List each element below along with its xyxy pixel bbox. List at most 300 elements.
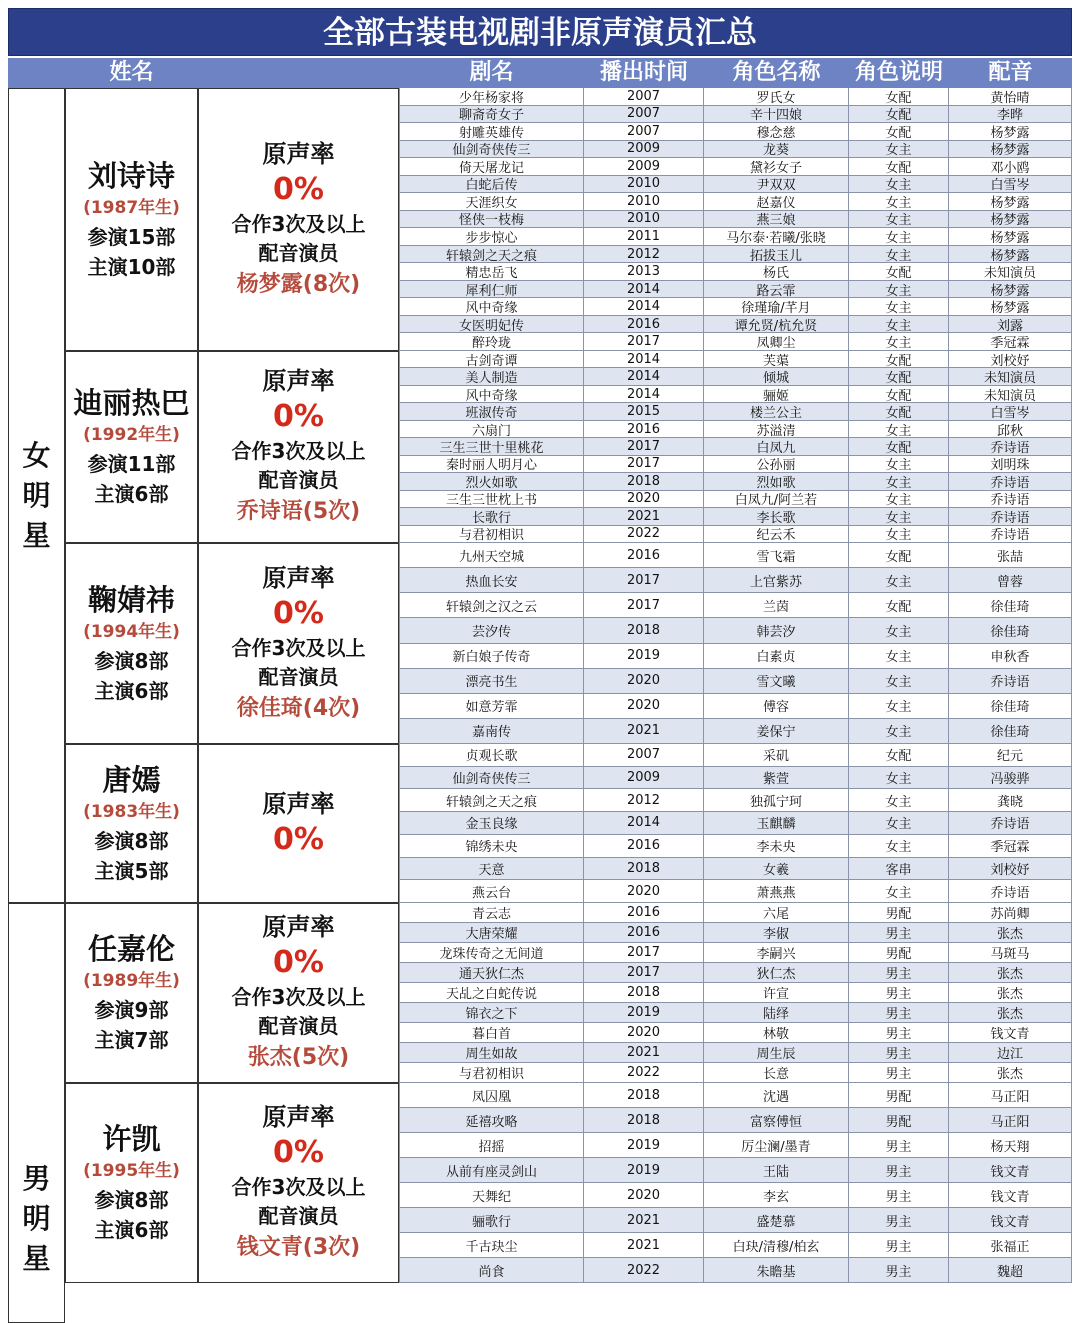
air-year: 2014 (584, 368, 704, 385)
actor-name-cell (65, 543, 198, 744)
role-name: 芙蕖 (704, 351, 849, 368)
drama-title: 天意 (399, 858, 584, 881)
role-type: 女主 (849, 789, 949, 812)
table-row (399, 767, 1072, 790)
top-dubber: 张杰(5次) (247, 1045, 350, 1070)
role-name: 纪云禾 (704, 526, 849, 543)
category-label: 男明星 (22, 1162, 51, 1275)
role-name: 傅容 (704, 694, 849, 719)
role-type: 女主 (849, 473, 949, 490)
table-row (399, 386, 1072, 403)
air-year: 2020 (584, 1023, 704, 1043)
drama-title: 暮白首 (399, 1023, 584, 1043)
dubbing-actor: 杨梦露 (949, 193, 1072, 211)
role-type: 女主 (849, 508, 949, 525)
dubbing-actor: 钱文青 (949, 1208, 1072, 1233)
coop-label: 合作3次及以上 (231, 211, 366, 236)
dubbing-actor: 刘校妤 (949, 351, 1072, 368)
table-row (399, 1233, 1072, 1258)
air-year: 2019 (584, 1003, 704, 1023)
drama-title: 仙剑奇侠传三 (399, 141, 584, 159)
role-name: 朱瞻基 (704, 1258, 849, 1283)
role-name: 公孙丽 (704, 456, 849, 473)
table-row (399, 508, 1072, 525)
air-year: 2017 (584, 593, 704, 618)
drama-title: 轩辕剑之天之痕 (399, 246, 584, 264)
role-name: 穆念慈 (704, 123, 849, 141)
role-type: 女配 (849, 88, 949, 106)
dubbing-actor: 未知演员 (949, 368, 1072, 385)
drama-title: 六扇门 (399, 421, 584, 438)
air-year: 2018 (584, 1108, 704, 1133)
air-year: 2017 (584, 456, 704, 473)
rate-label: 原声率 (262, 1103, 335, 1131)
drama-title: 倚天屠龙记 (399, 158, 584, 176)
drama-title: 招摇 (399, 1133, 584, 1158)
role-name: 烈如歌 (704, 473, 849, 490)
drama-title: 秦时丽人明月心 (399, 456, 584, 473)
air-year: 2007 (584, 88, 704, 106)
role-type: 女主 (849, 644, 949, 669)
category-label: 女明星 (22, 438, 51, 552)
table-row (399, 1258, 1072, 1283)
dubbing-actor: 季冠霖 (949, 333, 1072, 351)
actor-name-cell (65, 744, 198, 903)
rate-value: 0% (273, 595, 324, 631)
air-year: 2018 (584, 473, 704, 490)
table-row (399, 618, 1072, 643)
category-male (8, 903, 65, 1323)
top-dubber: 徐佳琦(4次) (236, 695, 361, 721)
dubbing-actor: 钱文青 (949, 1183, 1072, 1208)
role-name: 龙葵 (704, 141, 849, 159)
dubbing-actor: 苏尚卿 (949, 903, 1072, 923)
role-type: 男配 (849, 1083, 949, 1108)
dubbing-actor: 杨天翔 (949, 1133, 1072, 1158)
dubbing-actor: 徐佳琦 (949, 719, 1072, 744)
table-row (399, 744, 1072, 767)
role-type: 男主 (849, 923, 949, 943)
air-year: 2019 (584, 644, 704, 669)
role-name: 白凤九/阿兰若 (704, 491, 849, 508)
drama-title: 白蛇后传 (399, 176, 584, 194)
role-type: 男配 (849, 1108, 949, 1133)
drama-title: 骊歌行 (399, 1208, 584, 1233)
actor-birth-year: (1994年生) (83, 621, 180, 642)
actor-role-count: 参演8部 (94, 1188, 169, 1212)
air-year: 2020 (584, 880, 704, 903)
drama-title: 女医明妃传 (399, 316, 584, 334)
role-name: 采矶 (704, 744, 849, 767)
role-type: 男主 (849, 1063, 949, 1083)
drama-title: 怪侠一枝梅 (399, 211, 584, 229)
dubbing-actor: 邓小鸥 (949, 158, 1072, 176)
table-row (399, 943, 1072, 963)
air-year: 2016 (584, 903, 704, 923)
dubbing-actor: 杨梦露 (949, 281, 1072, 299)
table-row (399, 141, 1072, 159)
table-row (399, 1023, 1072, 1043)
role-name: 玉麒麟 (704, 812, 849, 835)
role-name: 许宣 (704, 983, 849, 1003)
actor-name: 许凯 (102, 1122, 161, 1156)
role-name: 李未央 (704, 835, 849, 858)
air-year: 2011 (584, 228, 704, 246)
table-row (399, 568, 1072, 593)
air-year: 2010 (584, 211, 704, 229)
actor-name-cell (65, 88, 198, 351)
role-type: 女配 (849, 368, 949, 385)
role-name: 女羲 (704, 858, 849, 881)
table-row (399, 858, 1072, 881)
role-type: 女配 (849, 158, 949, 176)
actor-role-count: 参演8部 (94, 648, 169, 673)
air-year: 2009 (584, 141, 704, 159)
actor-name: 迪丽热巴 (73, 386, 190, 420)
dubbing-actor: 刘露 (949, 316, 1072, 334)
table-row (399, 403, 1072, 420)
dubbing-actor: 张福正 (949, 1233, 1072, 1258)
actor-lead-count: 主演6部 (94, 482, 169, 506)
table-row (399, 491, 1072, 508)
air-year: 2021 (584, 719, 704, 744)
air-year: 2007 (584, 106, 704, 124)
role-type: 女主 (849, 568, 949, 593)
air-year: 2010 (584, 176, 704, 194)
dubbing-actor: 马斑马 (949, 943, 1072, 963)
air-year: 2016 (584, 421, 704, 438)
air-year: 2016 (584, 923, 704, 943)
table-row (399, 593, 1072, 618)
header-role-name: 角色名称 (732, 60, 821, 85)
role-type: 客串 (849, 858, 949, 881)
dubbing-actor: 乔诗语 (949, 526, 1072, 543)
dubbing-actor: 邱秋 (949, 421, 1072, 438)
drama-title: 轩辕剑之汉之云 (399, 593, 584, 618)
role-type: 女配 (849, 386, 949, 403)
table-row (399, 1158, 1072, 1183)
rate-label: 原声率 (262, 563, 335, 592)
table-row (399, 1108, 1072, 1133)
role-name: 六尾 (704, 903, 849, 923)
drama-title: 精忠岳飞 (399, 263, 584, 281)
table-row (399, 281, 1072, 299)
drama-title: 三生三世枕上书 (399, 491, 584, 508)
air-year: 2013 (584, 263, 704, 281)
role-type: 女配 (849, 593, 949, 618)
role-type: 女配 (849, 438, 949, 455)
actor-birth-year: (1995年生) (83, 1161, 180, 1181)
actor-birth-year: (1992年生) (83, 425, 180, 445)
air-year: 2009 (584, 158, 704, 176)
role-name: 林敬 (704, 1023, 849, 1043)
actor-role-count: 参演8部 (94, 828, 169, 853)
table-row (399, 456, 1072, 473)
role-name: 白凤九 (704, 438, 849, 455)
table-row (399, 903, 1072, 923)
role-type: 女主 (849, 246, 949, 264)
table-row (399, 694, 1072, 719)
drama-title: 新白娘子传奇 (399, 644, 584, 669)
actor-lead-count: 主演6部 (94, 1218, 169, 1242)
drama-title: 风中奇缘 (399, 386, 584, 403)
drama-title: 千古玦尘 (399, 1233, 584, 1258)
role-name: 陆绎 (704, 1003, 849, 1023)
dubbing-actor: 张杰 (949, 1003, 1072, 1023)
dubbing-actor: 杨梦露 (949, 211, 1072, 229)
role-name: 李长歌 (704, 508, 849, 525)
drama-title: 锦绣未央 (399, 835, 584, 858)
table-row (399, 923, 1072, 943)
drama-title: 聊斋奇女子 (399, 106, 584, 124)
table-row (399, 1208, 1072, 1233)
dubbing-actor: 白雪岑 (949, 176, 1072, 194)
role-name: 紫萱 (704, 767, 849, 790)
table-row (399, 1083, 1072, 1108)
actor-birth-year: (1987年生) (83, 197, 180, 218)
role-type: 男主 (849, 1158, 949, 1183)
top-dubber: 杨梦露(8次) (236, 271, 361, 297)
role-type: 男主 (849, 983, 949, 1003)
drama-title: 三生三世十里桃花 (399, 438, 584, 455)
drama-title: 醉玲珑 (399, 333, 584, 351)
header-name: 姓名 (109, 60, 154, 85)
role-type: 女主 (849, 211, 949, 229)
air-year: 2014 (584, 298, 704, 316)
table-row (399, 526, 1072, 543)
header-role-type: 角色说明 (854, 60, 943, 85)
role-name: 燕三娘 (704, 211, 849, 229)
table-header (8, 58, 1072, 88)
table-row (399, 158, 1072, 176)
air-year: 2016 (584, 835, 704, 858)
air-year: 2017 (584, 943, 704, 963)
table-row (399, 1063, 1072, 1083)
table-row (399, 193, 1072, 211)
air-year: 2021 (584, 508, 704, 525)
rate-label: 原声率 (262, 139, 335, 168)
dubbing-actor: 魏超 (949, 1258, 1072, 1283)
role-name: 韩芸汐 (704, 618, 849, 643)
table-row (399, 176, 1072, 194)
dubbing-actor: 钱文青 (949, 1023, 1072, 1043)
air-year: 2017 (584, 438, 704, 455)
voice-rate-cell (198, 1083, 399, 1283)
dubbing-actor: 未知演员 (949, 263, 1072, 281)
air-year: 2014 (584, 281, 704, 299)
drama-title: 天舞纪 (399, 1183, 584, 1208)
role-type: 女主 (849, 421, 949, 438)
air-year: 2017 (584, 333, 704, 351)
rate-label: 原声率 (262, 789, 335, 818)
coop-label: 合作3次及以上 (231, 985, 366, 1009)
actor-birth-year: (1989年生) (83, 971, 180, 991)
coop-label: 配音演员 (258, 1014, 339, 1038)
actor-lead-count: 主演10部 (87, 254, 176, 279)
air-year: 2014 (584, 351, 704, 368)
table-row (399, 644, 1072, 669)
dubbing-actor: 李晔 (949, 106, 1072, 124)
actor-lead-count: 主演7部 (94, 1028, 169, 1052)
table-row (399, 880, 1072, 903)
dubbing-actor: 乔诗语 (949, 473, 1072, 490)
role-name: 盛楚慕 (704, 1208, 849, 1233)
actor-name-cell (65, 903, 198, 1083)
dubbing-actor: 钱文青 (949, 1158, 1072, 1183)
page-title: 全部古装电视剧非原声演员汇总 (8, 8, 1072, 56)
drama-title: 犀利仁师 (399, 281, 584, 299)
rate-value: 0% (273, 171, 324, 207)
drama-title: 长歌行 (399, 508, 584, 525)
role-type: 男主 (849, 1233, 949, 1258)
dubbing-actor: 张杰 (949, 983, 1072, 1003)
role-type: 女主 (849, 176, 949, 194)
role-type: 男主 (849, 1258, 949, 1283)
role-name: 上官紫苏 (704, 568, 849, 593)
table-row (399, 812, 1072, 835)
top-dubber: 钱文青(3次) (236, 1235, 361, 1260)
drama-title: 步步惊心 (399, 228, 584, 246)
role-name: 李玄 (704, 1183, 849, 1208)
air-year: 2021 (584, 1208, 704, 1233)
role-name: 尹双双 (704, 176, 849, 194)
role-type: 女主 (849, 316, 949, 334)
dubbing-actor: 乔诗语 (949, 812, 1072, 835)
drama-title: 延禧攻略 (399, 1108, 584, 1133)
air-year: 2009 (584, 767, 704, 790)
role-type: 男主 (849, 1023, 949, 1043)
role-type: 女主 (849, 491, 949, 508)
dubbing-actor: 乔诗语 (949, 491, 1072, 508)
dubbing-actor: 申秋香 (949, 644, 1072, 669)
air-year: 2022 (584, 1063, 704, 1083)
role-type: 女配 (849, 744, 949, 767)
air-year: 2016 (584, 543, 704, 568)
role-type: 女主 (849, 193, 949, 211)
header-drama: 剧名 (469, 60, 514, 85)
air-year: 2018 (584, 1083, 704, 1108)
role-type: 女主 (849, 526, 949, 543)
rate-label: 原声率 (262, 367, 335, 395)
coop-label: 合作3次及以上 (231, 635, 366, 660)
actor-name-cell (65, 351, 198, 543)
role-type: 女配 (849, 263, 949, 281)
table-row (399, 1043, 1072, 1063)
dubbing-actor: 杨梦露 (949, 123, 1072, 141)
role-name: 徐瑾瑜/芊月 (704, 298, 849, 316)
role-name: 罗氏女 (704, 88, 849, 106)
coop-label: 配音演员 (258, 664, 339, 689)
role-type: 女主 (849, 767, 949, 790)
dubbing-actor: 徐佳琦 (949, 618, 1072, 643)
air-year: 2016 (584, 316, 704, 334)
role-type: 女主 (849, 812, 949, 835)
role-type: 男主 (849, 1183, 949, 1208)
coop-label: 合作3次及以上 (231, 1175, 366, 1199)
table-row (399, 298, 1072, 316)
drama-title: 芸汐传 (399, 618, 584, 643)
air-year: 2015 (584, 403, 704, 420)
air-year: 2018 (584, 858, 704, 881)
role-type: 女配 (849, 123, 949, 141)
drama-title: 与君初相识 (399, 1063, 584, 1083)
air-year: 2017 (584, 963, 704, 983)
drama-title: 贞观长歌 (399, 744, 584, 767)
drama-title: 青云志 (399, 903, 584, 923)
drama-title: 九州天空城 (399, 543, 584, 568)
drama-title: 通天狄仁杰 (399, 963, 584, 983)
role-name: 兰茵 (704, 593, 849, 618)
dubbing-actor: 乔诗语 (949, 438, 1072, 455)
role-type: 女主 (849, 141, 949, 159)
role-name: 长意 (704, 1063, 849, 1083)
role-type: 女配 (849, 351, 949, 368)
dubbing-actor: 未知演员 (949, 386, 1072, 403)
role-type: 男配 (849, 903, 949, 923)
air-year: 2021 (584, 1233, 704, 1258)
role-type: 女主 (849, 298, 949, 316)
air-year: 2017 (584, 568, 704, 593)
coop-label: 配音演员 (258, 1204, 339, 1228)
role-type: 男主 (849, 1003, 949, 1023)
dubbing-actor: 张杰 (949, 963, 1072, 983)
role-name: 白素贞 (704, 644, 849, 669)
role-name: 周生辰 (704, 1043, 849, 1063)
table-row (399, 543, 1072, 568)
air-year: 2019 (584, 1158, 704, 1183)
role-type: 女配 (849, 106, 949, 124)
actor-lead-count: 主演5部 (94, 858, 169, 883)
role-type: 女主 (849, 694, 949, 719)
role-name: 马尔泰·若曦/张晓 (704, 228, 849, 246)
dubbing-actor: 马正阳 (949, 1083, 1072, 1108)
table-row (399, 983, 1072, 1003)
role-type: 女主 (849, 880, 949, 903)
header-dubbing: 配音 (988, 60, 1033, 85)
drama-title: 周生如故 (399, 1043, 584, 1063)
air-year: 2019 (584, 1133, 704, 1158)
dubbing-actor: 乔诗语 (949, 508, 1072, 525)
drama-title: 轩辕剑之天之痕 (399, 789, 584, 812)
drama-title: 天涯织女 (399, 193, 584, 211)
role-type: 女主 (849, 333, 949, 351)
actor-name: 任嘉伦 (87, 932, 175, 966)
table-row (399, 669, 1072, 694)
role-name: 黛衫女子 (704, 158, 849, 176)
air-year: 2012 (584, 789, 704, 812)
drama-title: 与君初相识 (399, 526, 584, 543)
role-name: 狄仁杰 (704, 963, 849, 983)
role-type: 女主 (849, 228, 949, 246)
dubbing-actor: 张杰 (949, 1063, 1072, 1083)
table-row (399, 789, 1072, 812)
coop-label: 合作3次及以上 (231, 439, 366, 463)
drama-title: 漂亮书生 (399, 669, 584, 694)
drama-title: 金玉良缘 (399, 812, 584, 835)
dubbing-actor: 季冠霖 (949, 835, 1072, 858)
voice-rate-cell (198, 903, 399, 1083)
coop-label: 配音演员 (258, 240, 339, 265)
role-name: 楼兰公主 (704, 403, 849, 420)
table-row (399, 228, 1072, 246)
table-row (399, 333, 1072, 351)
air-year: 2012 (584, 246, 704, 264)
table-row (399, 246, 1072, 264)
actor-name: 刘诗诗 (87, 158, 175, 193)
role-name: 萧燕燕 (704, 880, 849, 903)
actor-lead-count: 主演6部 (94, 678, 169, 703)
role-type: 男主 (849, 1043, 949, 1063)
